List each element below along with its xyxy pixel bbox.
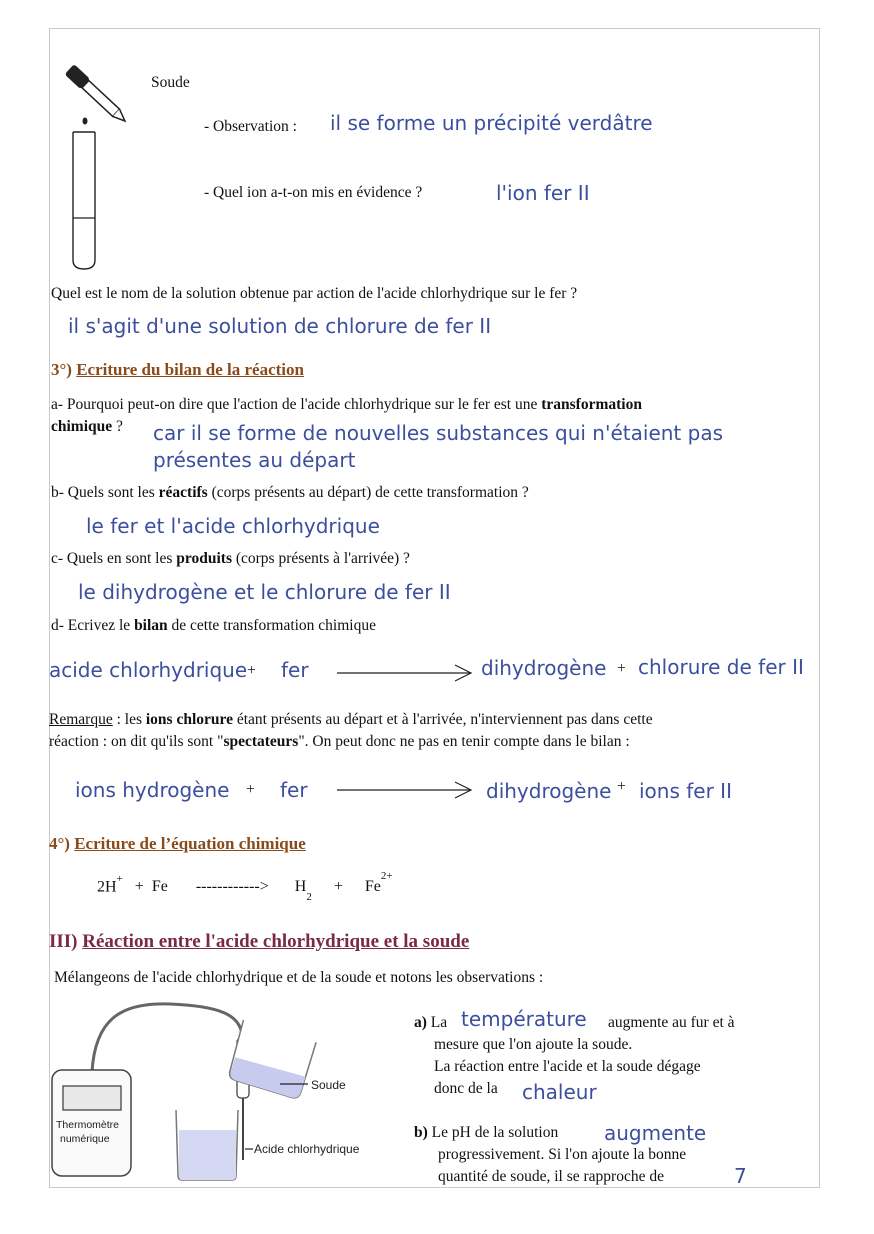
section-III-number: III) [49, 931, 78, 952]
obs-a-letter: a) [414, 1014, 427, 1031]
remark-label: Remarque [49, 711, 113, 728]
experiment-illustration [50, 1000, 380, 1185]
section-3-heading [51, 360, 304, 380]
question-a-end: ? [116, 418, 123, 435]
thermometer-label-line1: Thermomètre [56, 1119, 120, 1131]
answer-b: le fer et l'acide chlorhydrique [86, 514, 380, 538]
question-c-bold: produits [176, 550, 232, 567]
bilan-reactant-2: fer [281, 658, 309, 682]
obs-a-text2: augmente au fur et à [608, 1014, 735, 1031]
obs-a-text1: La [430, 1014, 448, 1031]
ion-answer: l'ion fer II [496, 181, 590, 205]
section-4-heading [49, 834, 306, 854]
obs-b-text3: quantité de soude, il se rapproche de [438, 1168, 664, 1185]
bilan2-plus-1: + [246, 781, 255, 798]
question-c-start: c- Quels en sont les [51, 550, 173, 567]
observation-label: - Observation : [204, 118, 297, 135]
obs-b-line1 [414, 1124, 558, 1142]
eq-2h: 2H [97, 878, 117, 896]
bilan2-reactant-2: fer [280, 778, 308, 802]
question-a-text: a- Pourquoi peut-on dire que l'action de l'acide chlorhydrique sur le fer est une [51, 396, 538, 413]
eq-h2: H [294, 878, 307, 896]
eq-h-charge: + [116, 873, 123, 885]
bilan2-reactant-1: ions hydrogène [75, 778, 230, 802]
remark-text2: étant présents au départ et à l'arrivée, n'interviennent pas dans cette [236, 711, 653, 728]
question-a-bold-chimique: chimique [51, 418, 113, 435]
section-III-title: Réaction entre l'acide chlorhydrique et la soude [82, 931, 470, 952]
solution-question: Quel est le nom de la solution obtenue par action de l'acide chlorhydrique sur le fer ? [51, 285, 578, 302]
question-b-bold: réactifs [158, 484, 208, 501]
obs-b-letter: b) [414, 1124, 428, 1141]
bilan-reactant-1: acide chlorhydrique [49, 658, 248, 682]
diagram-soude-label: Soude [311, 1078, 346, 1092]
chemical-equation [97, 870, 393, 903]
question-b-start: b- Quels sont les [51, 484, 155, 501]
eq-plus-2: + [333, 878, 343, 896]
diagram-acide-label: Acide chlorhydrique [254, 1142, 360, 1156]
ion-question: - Quel ion a-t-on mis en évidence ? [204, 184, 423, 201]
soude-label: Soude [151, 74, 190, 91]
eq-fe: Fe [151, 878, 168, 896]
answer-a-line1: car il se forme de nouvelles substances qui n'étaient pas [153, 421, 723, 445]
bilan2-plus-2: + [617, 778, 626, 795]
obs-a-answer-temperature: température [461, 1007, 587, 1031]
question-c [51, 550, 410, 568]
question-c-end: (corps présents à l'arrivée) ? [235, 550, 410, 567]
eq-fe2: Fe [364, 878, 381, 896]
question-d-end: de cette transformation chimique [171, 617, 376, 634]
remark-text1: : les [116, 711, 142, 728]
bilan-product-1: dihydrogène [481, 656, 607, 680]
question-d [51, 617, 376, 635]
remark-line2 [49, 733, 630, 751]
section-4-title: Ecriture de l’équation chimique [74, 834, 306, 853]
obs-a-text4: La réaction entre l'acide et la soude dégage [434, 1058, 701, 1075]
remark-bold-ions-chlorure: ions chlorure [145, 711, 233, 728]
section-3-title: Ecriture du bilan de la réaction [76, 360, 304, 379]
thermometer-label-line2: numérique [60, 1133, 110, 1145]
bilan2-product-2: ions fer II [639, 779, 732, 803]
obs-a-text5: donc de la [434, 1080, 498, 1097]
question-d-bold: bilan [134, 617, 168, 634]
eq-arrow: ------------> [195, 878, 269, 896]
remark-bold-spectateurs: spectateurs [223, 733, 299, 750]
answer-a-line2: présentes au départ [153, 448, 356, 472]
obs-b-text1: Le pH de la solution [431, 1124, 559, 1141]
question-a-bold-transformation: transformation [541, 396, 642, 413]
obs-b-answer-7: 7 [734, 1164, 747, 1188]
remark-line1 [49, 711, 653, 729]
question-d-start: d- Ecrivez le [51, 617, 131, 634]
section-III-intro: Mélangeons de l'acide chlorhydrique et de la soude et notons les observations : [54, 969, 544, 986]
section-III-heading [49, 931, 469, 953]
eq-h2-subscript: 2 [306, 890, 312, 903]
obs-a-text3: mesure que l'on ajoute la soude. [434, 1036, 633, 1053]
solution-answer: il s'agit d'une solution de chlorure de fer II [68, 314, 492, 338]
eq-fe2-charge: 2+ [380, 870, 393, 882]
observation-answer: il se forme un précipité verdâtre [330, 111, 653, 135]
bilan2-product-1: dihydrogène [486, 779, 612, 803]
remark-text3: réaction : on dit qu'ils sont " [49, 733, 224, 750]
reaction-arrow-2 [337, 780, 475, 800]
obs-a-line1 [414, 1014, 447, 1032]
obs-a-answer-chaleur: chaleur [522, 1080, 597, 1104]
question-b [51, 484, 529, 502]
section-4-number: 4°) [49, 834, 70, 853]
bilan-plus-1: + [247, 662, 256, 679]
question-a-line2 [51, 418, 123, 436]
remark-text4: ". On peut donc ne pas en tenir compte dans le bilan : [298, 733, 630, 750]
reaction-arrow-1 [337, 663, 475, 683]
bilan-plus-2: + [617, 660, 626, 677]
test-tube-dropper-illustration [60, 50, 150, 275]
bilan-product-2: chlorure de fer II [638, 655, 804, 679]
question-a-line1 [51, 396, 642, 414]
section-3-number: 3°) [51, 360, 72, 379]
obs-b-answer-augmente: augmente [604, 1121, 707, 1145]
eq-plus-1: + [134, 878, 144, 896]
answer-c: le dihydrogène et le chlorure de fer II [78, 580, 451, 604]
obs-b-text2: progressivement. Si l'on ajoute la bonne [438, 1146, 687, 1163]
question-b-end: (corps présents au départ) de cette transformation ? [211, 484, 529, 501]
